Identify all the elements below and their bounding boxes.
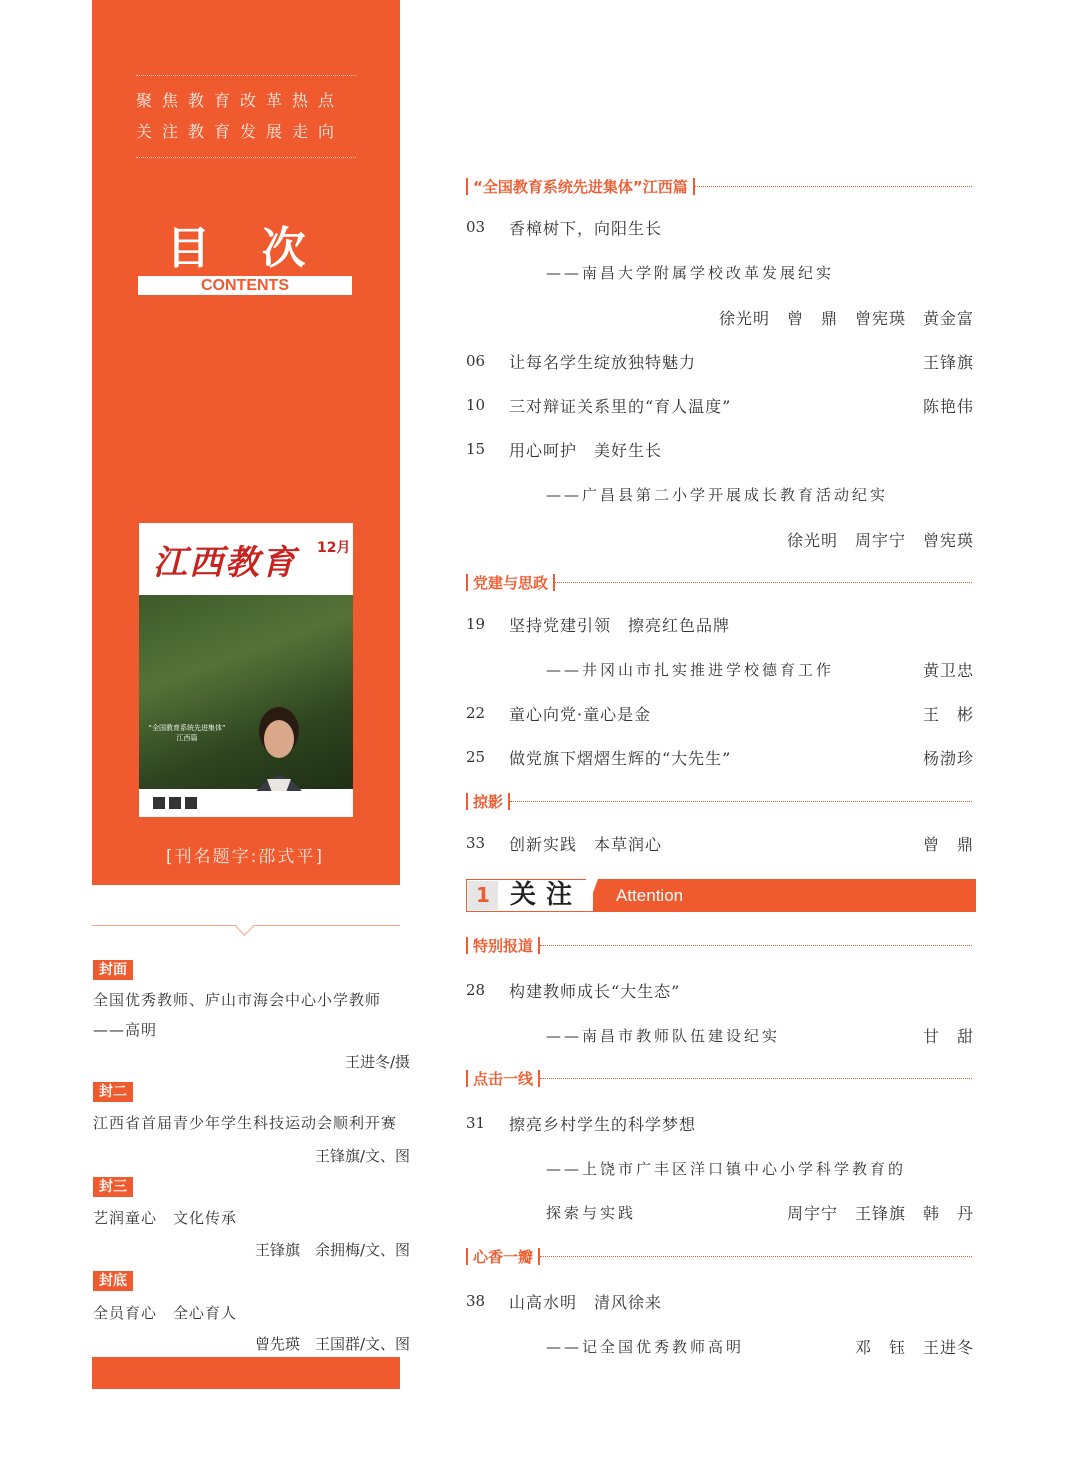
article-subtitle: ——广昌县第二小学开展成长教育活动纪实 [546, 486, 889, 504]
section-header [466, 1068, 972, 1088]
cover-note-tag: 封二 [93, 1082, 133, 1102]
article-subtitle: ——南昌大学附属学校改革发展纪实 [546, 264, 835, 282]
article-title: 让每名学生绽放独特魅力 [509, 353, 697, 372]
inscription: [刊名题字:邵式平] [166, 847, 324, 867]
section-label: “全国教育系统先进集体”江西篇 [473, 177, 688, 196]
chapter-title-en: Attention [616, 886, 684, 905]
page-number: 10 [466, 396, 486, 414]
chapter-title: 关注 [510, 880, 583, 910]
article-title: 做党旗下熠熠生辉的“大先生” [509, 749, 732, 768]
article-title: 创新实践 本草润心 [509, 835, 663, 854]
section-label: 掠影 [473, 792, 504, 811]
cover-issue: 12月 [317, 540, 351, 556]
section-header [466, 176, 972, 196]
cover-note-credit: 王锋旗/文、图 [314, 1147, 410, 1165]
article-title: 构建教师成长“大生态” [509, 982, 681, 1001]
cover-note-credit: 王锋旗 余拥梅/文、图 [254, 1241, 410, 1259]
chapter-number: 1 [468, 881, 498, 910]
page-number: 31 [466, 1114, 486, 1132]
article-title: 三对辩证关系里的“育人温度” [509, 397, 732, 416]
cover-note-tag: 封面 [93, 960, 133, 980]
article-subtitle: ——南昌市教师队伍建设纪实 [546, 1027, 781, 1045]
section-label: 心香一瓣 [473, 1247, 534, 1266]
article-author: 曾 鼎 [922, 835, 974, 854]
cover-theme [139, 723, 235, 743]
cover-footer [139, 791, 353, 817]
slogan-1: 聚焦教育改革热点 [136, 91, 345, 110]
section-label: 点击一线 [473, 1069, 534, 1088]
toc-title-en: CONTENTS [138, 276, 352, 295]
divider-notch [235, 917, 253, 935]
left-panel [92, 0, 400, 885]
section-header [466, 935, 972, 955]
qr-code-icon [185, 797, 197, 809]
article-author: 邓 钰 王进冬 [854, 1338, 974, 1357]
section-label: 党建与思政 [473, 573, 549, 592]
article-author: 徐光明 曾 鼎 曾宪瑛 黄金富 [718, 309, 974, 328]
footer-bar [92, 1357, 400, 1389]
cover-note-text: 艺润童心 文化传承 [93, 1209, 238, 1227]
section-header [466, 1246, 972, 1266]
cover-note-credit: 曾先瑛 王国群/文、图 [254, 1335, 410, 1353]
toc-title: 目 次 [166, 223, 324, 274]
article-title: 擦亮乡村学生的科学梦想 [509, 1115, 697, 1134]
section-header [466, 572, 972, 592]
article-subtitle: ——上饶市广丰区洋口镇中心小学科学教育的 [546, 1160, 907, 1178]
cover-note-credit: 王进冬/摄 [344, 1053, 410, 1071]
cover-photo [139, 595, 353, 789]
divider [136, 75, 356, 76]
article-author: 徐光明 周宇宁 曾宪瑛 [786, 531, 974, 550]
page-number: 03 [466, 218, 486, 236]
article-author: 杨渤珍 [922, 749, 974, 768]
article-author: 王 彬 [922, 705, 974, 724]
divider [136, 157, 356, 158]
cover-note-text: 江西省首届青少年学生科技运动会顺利开赛 [93, 1114, 398, 1132]
section-label: 特别报道 [473, 936, 534, 955]
page-number: 33 [466, 834, 486, 852]
page-number: 28 [466, 981, 486, 999]
attention-banner [466, 879, 976, 912]
article-author: 陈艳伟 [922, 397, 974, 416]
page-number: 38 [466, 1292, 486, 1310]
page-number: 22 [466, 704, 486, 722]
article-subtitle: ——井冈山市扎实推进学校德育工作 [546, 661, 835, 679]
cover-note-text: 全国优秀教师、庐山市海会中心小学教师——高明 [93, 991, 382, 1039]
article-author: 王锋旗 [922, 353, 974, 372]
page-number: 25 [466, 748, 486, 766]
article-author: 黄卫忠 [922, 661, 974, 680]
cover-note-tag: 封底 [93, 1271, 133, 1291]
page-number: 06 [466, 352, 486, 370]
cover-theme-line-1: “全国教育系统先进集体” [148, 724, 226, 732]
cover-theme-line-2: 江西篇 [176, 734, 198, 742]
page-number: 15 [466, 440, 486, 458]
cover-magazine-name: 江西教育 [153, 543, 297, 583]
article-title: 用心呵护 美好生长 [509, 441, 663, 460]
article-title: 童心向党·童心是金 [509, 705, 652, 724]
magazine-cover [139, 523, 353, 817]
cover-note-text: 全员育心 全心育人 [93, 1304, 238, 1322]
article-subtitle-cont: 探索与实践 [546, 1204, 637, 1222]
qr-code-icon [169, 797, 181, 809]
article-title: 香樟树下，向阳生长 [509, 219, 663, 238]
article-title: 山高水明 清风徐来 [509, 1293, 663, 1312]
section-header [466, 791, 972, 811]
slogan-2: 关注教育发展走向 [136, 122, 345, 141]
article-author: 周宇宁 王锋旗 韩 丹 [786, 1204, 974, 1223]
article-subtitle: ——记全国优秀教师高明 [546, 1338, 745, 1356]
qr-code-icon [153, 797, 165, 809]
article-author: 甘 甜 [922, 1027, 974, 1046]
page-number: 19 [466, 615, 486, 633]
cover-note-tag: 封三 [93, 1177, 133, 1197]
article-title: 坚持党建引领 擦亮红色品牌 [509, 616, 731, 635]
